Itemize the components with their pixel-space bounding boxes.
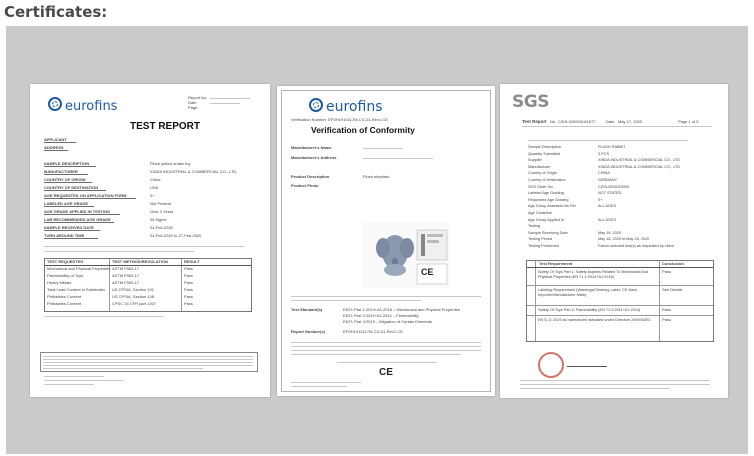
table-header: Conclusion — [662, 261, 684, 266]
info-value: Follow selected test(s) as requested by client — [598, 244, 674, 248]
report-date-label: Date — [606, 119, 615, 124]
info-label: Labeled Age Grading — [528, 191, 564, 196]
field-value: Not Present — [150, 201, 172, 206]
field-label: AGE GRADE APPLIED IN TESTING — [44, 209, 111, 214]
info-value: CZHL2000029330 — [598, 184, 630, 189]
field-label: LAB RECOMMENDED AGE GRADE — [44, 217, 111, 222]
report-label: Test Report — [522, 119, 547, 124]
table-header: TEST METHOD/REGULATION — [112, 259, 168, 264]
info-label: Country of Origin — [528, 171, 557, 176]
field-label: ADDRESS — [44, 145, 64, 150]
report-date-value: May 27, 2020 — [618, 119, 643, 124]
info-value: CHINA — [598, 171, 610, 176]
info-label: Sample Receiving Date — [528, 230, 568, 235]
verification-of-conformity-document[interactable] — [277, 86, 495, 396]
field-value: 24-Feb-2020 to 27-Feb-2020 — [150, 233, 202, 238]
field-label: Manufacturer's Name — [291, 145, 332, 150]
table-header: Test Requirement — [539, 261, 573, 266]
disclaimer-box — [40, 352, 258, 372]
field-label: APPLICANT — [44, 137, 67, 142]
info-value: 0+ — [598, 197, 603, 202]
sgs-test-report-document[interactable] — [500, 84, 728, 398]
field-label: TURN AROUND TIME — [44, 233, 85, 238]
test-report-title: TEST REPORT — [130, 121, 201, 132]
info-label: Quantity Submitted — [528, 151, 561, 156]
info-label: Testing — [528, 224, 541, 229]
info-label: Age Guideline — [528, 211, 552, 215]
test-requirements-table: Test Requirement Conclusion Safety Of Toys Part 1: Safety Aspects Related To Mechanical And Physical Properties (EN 71-1:2014+A1:2018) Pass Labeling Requirement (Warnings/Cleaning Label, CE Mark, Importer/Manufacturer Mark) See Details Safety Of Toys Part 2: Flammability (EN 71-2:2011+A1:2014) Pass EN71-3: 2019 as harmonized standard under Directive 2009/48/EC Pass — [526, 260, 714, 342]
standard-item: EN71 Part 2:2011+A1:2014 – Flammability — [343, 313, 419, 318]
report-number-label: Report Number(s) — [291, 329, 326, 334]
info-value: GERMANY — [598, 178, 618, 182]
ce-mark-label: CE — [421, 267, 434, 277]
info-label: Manufacturer — [528, 164, 551, 169]
info-value: XINDA INDUSTRIAL & COMMERCIAL CO., LTD — [598, 164, 680, 169]
results-table: TEST REQUESTED TEST METHOD/REGULATION RESULT Mechanical and Physical Properties ASTM F963-17 Pass Flammability of Toys ASTM F963-17 Pass Heavy Metals ASTM F963-17 Pass Total Lead Content in Substrates US CPSIA, Section 101 Pass Phthalates Content US CPSIA, Section 108 Pass Phthalates Content CPSC 16 CFR part 1307 Pass — [44, 258, 252, 312]
field-value: 36 Mgms — [150, 217, 167, 222]
info-label: Testing Performed — [528, 244, 559, 248]
eurofins-logo: eurofins — [48, 97, 117, 114]
field-label: MANUFACTURER — [44, 169, 78, 174]
sgs-logo: SGS — [512, 92, 549, 112]
info-label: Country of Destination — [528, 178, 566, 182]
info-label: Age Group Assessed As Per — [528, 204, 576, 209]
field-value: Plush yellow snake toy — [150, 161, 191, 166]
info-label: Sample Description — [528, 145, 561, 149]
standard-item: EN71 Part 1:2014+A1:2018 – Mechanical and Physical Properties — [343, 307, 460, 312]
field-label: AGE REQUESTED ON APPLICATION FORM — [44, 193, 127, 198]
field-label: COUNTRY OF DESTINATION — [44, 185, 99, 190]
field-value: 24-Feb-2020 — [150, 225, 173, 230]
ce-mark-icon: CE — [379, 367, 393, 378]
field-value: Over 3 Years — [150, 209, 174, 214]
field-value: 3+ — [150, 193, 155, 198]
info-value: NOT STATED — [598, 191, 622, 196]
elephant-plush-image — [376, 235, 414, 276]
sgs-stamp-icon — [538, 352, 564, 378]
info-value: XINDA INDUSTRIAL & COMMERCIAL CO., LTD — [598, 158, 680, 163]
field-value: China — [150, 177, 161, 182]
product-photo — [361, 222, 451, 288]
info-label: Age Group Applied In — [528, 217, 565, 222]
info-label: Supplier — [528, 158, 542, 163]
info-label: Requested Age Grading — [528, 197, 569, 202]
report-no-value: CZHL2000001A1677 — [558, 119, 596, 124]
field-label: LABELED AGE GRADE — [44, 201, 89, 206]
info-value: ALL AGES — [598, 217, 617, 222]
table-header: TEST REQUESTED — [47, 259, 84, 264]
eurofins-mark-icon — [309, 98, 323, 112]
meta-report-no: Report No. — [188, 95, 208, 100]
field-label: SAMPLE DESCRIPTION — [44, 161, 90, 166]
verification-title: Verification of Conformity — [311, 125, 415, 135]
verification-number: Verification Number: EFSH1910117M-CG-01-Rev1-CE — [291, 117, 389, 122]
report-page: Page 1 of 5 — [678, 119, 699, 124]
table-header: RESULT — [184, 259, 200, 264]
product-description-value: Plush elephant — [363, 174, 390, 179]
meta-date: Date — [188, 100, 197, 105]
eurofins-mark-icon — [48, 97, 62, 111]
field-label: Product Photo — [291, 183, 319, 188]
info-value: PLUSH RABBIT — [598, 145, 626, 149]
meta-page: Page — [188, 105, 198, 110]
info-value: 3 PCS — [598, 151, 609, 156]
eurofins-logo: eurofins — [309, 98, 383, 115]
page-heading: Certificates: — [4, 3, 108, 21]
info-value: May 18, 2020 to May 26, 2020 — [598, 237, 650, 242]
field-label: COUNTRY OF ORIGIN — [44, 177, 86, 182]
field-value: USA — [150, 185, 159, 190]
info-label: Testing Period — [528, 237, 553, 242]
field-label: Manufacturer's Address — [291, 155, 337, 160]
test-standards-label: Test Standard(s) — [291, 307, 323, 312]
field-label: SAMPLE RECEIVED DATE — [44, 225, 94, 230]
test-report-document[interactable] — [30, 84, 270, 397]
report-no-label: No. — [550, 119, 557, 124]
info-label: SGS Order No. — [528, 184, 554, 189]
info-value: May 18, 2020 — [598, 230, 622, 235]
field-value: XINDA INDUSTRIAL & COMMERCIAL CO., LTD. — [150, 169, 238, 174]
certificates-panel — [6, 26, 748, 454]
signature — [567, 360, 610, 367]
field-label: Product Description — [291, 174, 330, 179]
info-value: ALL AGES — [598, 204, 617, 209]
standard-item: EN71 Part 3:2019 – Migration of Certain Elements — [343, 319, 432, 324]
report-number-value: EFSH1910117M-CG-01-Rev1-CE — [343, 329, 403, 334]
